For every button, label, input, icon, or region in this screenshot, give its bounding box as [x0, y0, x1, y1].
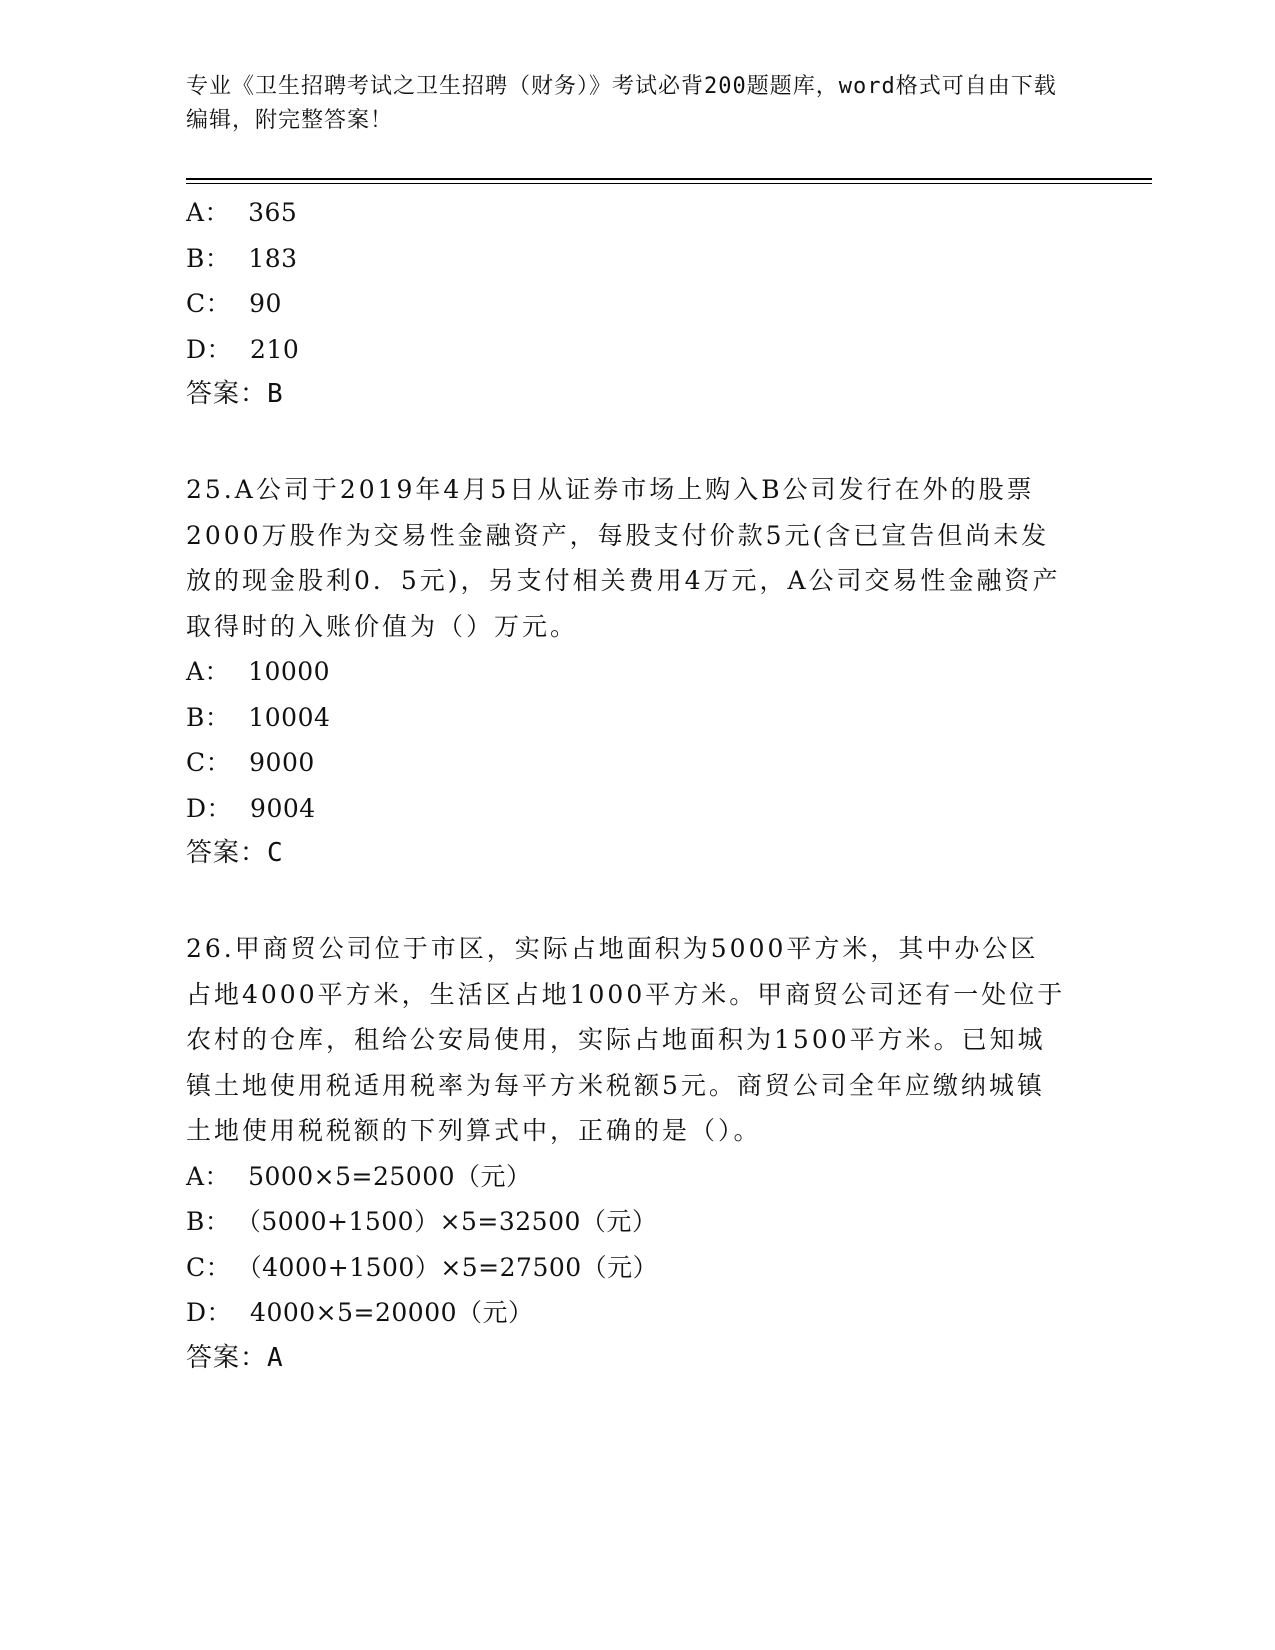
option-label: B： [186, 702, 231, 732]
question-24-options [186, 190, 1086, 417]
option-c [186, 1245, 1086, 1291]
option-text: （5000+1500）×5=32500（元） [248, 1207, 658, 1236]
header-rule-thick [186, 178, 1152, 180]
document-header: 专业《卫生招聘考试之卫生招聘（财务）》考试必背200题题库，word格式可自由下载编辑，附完整答案！ [186, 74, 1057, 133]
option-b [186, 1199, 1086, 1245]
option-text: 9000 [249, 748, 315, 777]
option-text: 90 [249, 289, 282, 318]
answer-line: 答案：A [186, 1342, 284, 1373]
option-c [186, 740, 1086, 786]
option-text: 183 [248, 243, 298, 273]
option-d [186, 786, 1086, 832]
question-25 [186, 467, 1086, 876]
question-26 [186, 926, 1086, 1381]
option-text: 10000 [248, 657, 331, 686]
option-label: C： [186, 289, 232, 318]
option-text: （4000+1500）×5=27500（元） [249, 1252, 659, 1282]
option-b [186, 695, 1086, 741]
option-label: D： [186, 334, 233, 364]
option-label: D： [186, 1298, 233, 1327]
option-label: A： [186, 657, 231, 686]
document-body [186, 190, 1086, 1381]
option-text: 9004 [250, 793, 316, 823]
answer-line: 答案：C [186, 838, 284, 868]
question-text: 26.甲商贸公司位于市区，实际占地面积为5000平方米，其中办公区占地4000平方米，生活区占地1000平方米。甲商贸公司还有一处位于农村的仓库，租给公安局使用，实际占地面积为1500平方米。已知城镇土地使用税适用税率为每平方米税额5元。商贸公司全年应缴纳城镇土地使用税税额的下列算式中，正确的是（）。 [186, 934, 1066, 1145]
answer-line: 答案：B [186, 379, 284, 409]
option-label: D： [186, 793, 233, 823]
option-text: 4000×5=20000（元） [250, 1298, 534, 1327]
question-text: 25.A公司于2019年4月5日从证券市场上购入B公司发行在外的股票2000万股作为交易性金融资产，每股支付价款5元(含已宣告但尚未发放的现金股利0．5元)，另支付相关费用4万元，A公司交易性金融资产取得时的入账价值为（）万元。 [186, 475, 1061, 641]
option-label: B： [186, 1207, 231, 1236]
option-a [186, 1154, 1086, 1200]
option-d [186, 327, 1086, 373]
option-a [186, 190, 1086, 236]
option-label: A： [186, 1161, 231, 1191]
option-d [186, 1290, 1086, 1336]
option-text: 5000×5=25000（元） [248, 1161, 532, 1191]
option-label: A： [186, 198, 231, 227]
option-c [186, 281, 1086, 327]
option-label: C： [186, 1252, 232, 1282]
option-text: 365 [248, 198, 298, 227]
header-rule-thin [186, 183, 1152, 184]
option-b [186, 236, 1086, 282]
option-a [186, 649, 1086, 695]
option-text: 10004 [248, 702, 331, 732]
option-label: B： [186, 243, 231, 273]
option-label: C： [186, 748, 232, 777]
option-text: 210 [250, 334, 300, 364]
